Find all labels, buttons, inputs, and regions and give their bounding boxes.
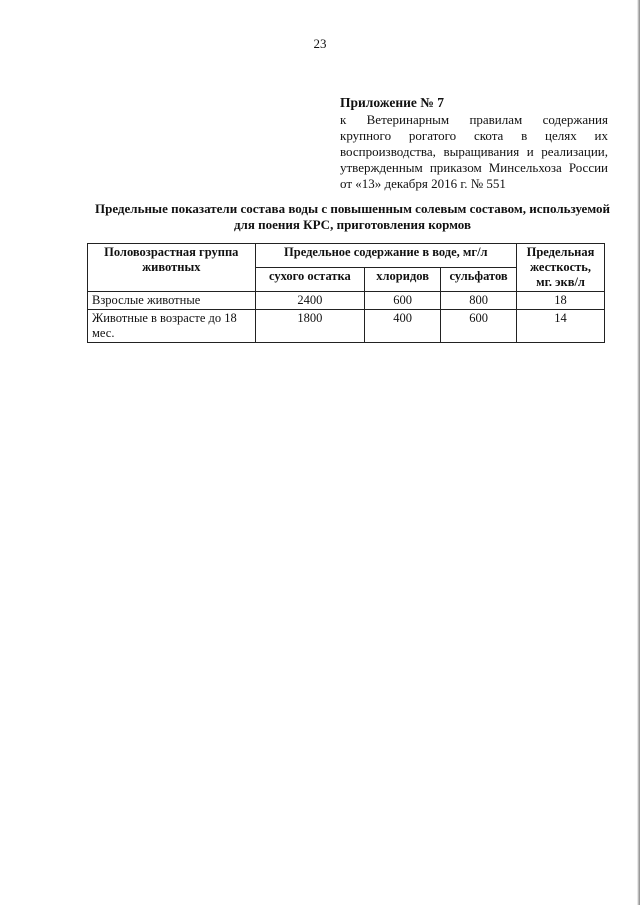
table-row [88, 310, 605, 343]
document-title-line: Предельные показатели состава воды с повышенным солевым составом, используемой [94, 201, 610, 216]
header-sulfates: сульфатов [441, 268, 517, 292]
page-number: 23 [313, 36, 327, 51]
cell-hardness: 14 [517, 310, 605, 343]
header-content: Предельное содержание в воде, мг/л [255, 244, 516, 268]
document-title [80, 201, 625, 233]
cell-group: Животные в возрасте до 18 мес. [88, 310, 256, 343]
appendix-title: Приложение № 7 [340, 95, 444, 110]
cell-hardness: 18 [517, 292, 605, 310]
cell-sulfates: 600 [441, 310, 517, 343]
appendix-line: воспроизводства, выращивания и реализации, [340, 144, 608, 159]
cell-dry-residue: 2400 [255, 292, 365, 310]
document-title-line: для поения КРС, приготовления кормов [233, 217, 471, 232]
cell-group: Взрослые животные [88, 292, 256, 310]
header-group: Половозрастная группа животных [88, 244, 256, 292]
appendix-line: крупного рогатого скота в целях их [340, 128, 608, 143]
header-hardness: Предельная жесткость, мг. экв/л [517, 244, 605, 292]
limits-table [87, 243, 605, 343]
table-header-row [88, 244, 605, 268]
appendix-line: от «13» декабря 2016 г. № 551 [340, 176, 506, 191]
cell-chlorides: 600 [365, 292, 441, 310]
appendix-block [340, 95, 608, 192]
header-chlorides: хлоридов [365, 268, 441, 292]
header-dry-residue: сухого остатка [255, 268, 365, 292]
table-row [88, 292, 605, 310]
appendix-line: утвержденным приказом Минсельхоза России [340, 160, 608, 175]
cell-chlorides: 400 [365, 310, 441, 343]
cell-dry-residue: 1800 [255, 310, 365, 343]
appendix-line: к Ветеринарным правилам содержания [340, 112, 608, 127]
cell-sulfates: 800 [441, 292, 517, 310]
